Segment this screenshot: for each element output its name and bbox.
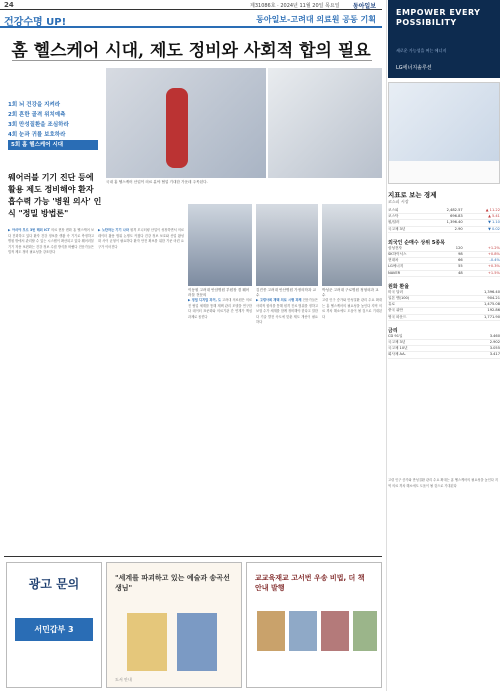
section-name: 건강수명 UP! xyxy=(4,17,67,28)
table-row: 코스피 2,482.57 ▲ 11.22 xyxy=(388,208,500,214)
portrait-1 xyxy=(188,204,252,286)
rate-table xyxy=(388,334,500,359)
body-text: 의료 현장 변화 홈 헬스케어 보다 진화하고 있다 환자 건강 정보를 생활 속 기기로 측정하고 병원 밖에서 관리할 수 있는 시스템이 확산되고 있다 웨어러블 기기 착용 보편화는 건강 정보 수집 방식을 바꿨다 전문가들은 법적 제도 정비 필요성을 강조한다 xyxy=(8,228,94,255)
body-text: 전문가들은 사회적 합의를 통해 원격 진료 범위를 정하고 보험 수가 체계를 함께 정비해야 한다고 말한다 기술 발전 속도에 맞춘 제도 개선이 필요하다 xyxy=(256,298,318,325)
ad-box-2 xyxy=(106,562,242,688)
table-row: 회사채 AA- 3.417 xyxy=(388,352,500,358)
market-sub: 코스피 시장 xyxy=(388,199,409,204)
newspaper-brand: 동아일보 xyxy=(352,3,376,10)
ad-sub: 도서 안내 xyxy=(115,677,132,682)
table-row: 현대차 66 -0.4% xyxy=(388,258,500,264)
series-item: 4회 눈과 귀를 보호하라 xyxy=(8,132,66,138)
table-row: 영국 파운드 1,771.90 xyxy=(388,315,500,321)
subheading: ▶ 아셔야 모르 3번 해외 ICT xyxy=(8,228,50,232)
photo-device xyxy=(268,68,382,178)
table-row: 국고채 3년 2.90 ▼ 0.02 xyxy=(388,227,500,233)
photo-caption: 국내 홈 헬스케어 산업이 의료 분야 협업 기대한 가운데 주목된다. xyxy=(106,180,208,184)
sidebar-ad-logo: LG에너지솔루션 xyxy=(396,65,432,71)
photo-main xyxy=(106,68,266,178)
lead-summary: 웨어러블 기기 진단 등에 활용 제도 정비해야 환자 흡수력 가능 '병원 의사' 인식 "정밀 방법론" xyxy=(8,173,102,218)
table-title: 외국인 순매수 상위 5종목 xyxy=(388,239,446,246)
portrait-caption: 박성준 고려대 구로병원 정형외과 교수 xyxy=(322,288,379,297)
table-row: 중국 위안 192.86 xyxy=(388,308,500,314)
table-title: 원화 환율 xyxy=(388,283,410,290)
table-row: 코스닥 696.83 ▲ 5.41 xyxy=(388,214,500,220)
book-cover xyxy=(257,611,285,651)
table-title: 금리 xyxy=(388,327,398,334)
book-cover xyxy=(177,613,217,671)
sidebar-ad-sub: 새로운 가능성을 여는 에너지 xyxy=(396,48,447,53)
book-cover xyxy=(289,611,317,651)
portrait-2 xyxy=(256,204,318,286)
article-headline: 홈 헬스케어 시대, 제도 정비와 사회적 합의 필요 xyxy=(11,41,371,61)
book-cover xyxy=(127,613,167,671)
market-section xyxy=(388,190,500,359)
foreign-buy-table xyxy=(388,246,500,277)
table-row: CD 91일 3.460 xyxy=(388,334,500,340)
series-list xyxy=(8,100,98,150)
issue-meta: 제31086호 · 2024년 11월 20일 목요일 xyxy=(250,3,340,9)
table-row: 국고채 10년 3.055 xyxy=(388,346,500,352)
table-row: 유로 1,475.08 xyxy=(388,302,500,308)
table-row: SK하이닉스 98 +0.8% xyxy=(388,252,500,258)
ads-divider xyxy=(4,556,382,557)
subheading: ▶ 고령사회 재택 의료 시행 과제 xyxy=(256,298,302,302)
series-item: 2회 흔한 골격 위치예측 xyxy=(8,112,66,118)
subheading: ▶ 정밀 디지털 과거, 도 xyxy=(188,298,222,302)
table-row: 국고채 3년 2.902 xyxy=(388,340,500,346)
ad-banner: 서민갑부 3 xyxy=(15,618,93,641)
market-box xyxy=(388,82,500,184)
body-column-4 xyxy=(256,298,318,548)
ad-title: 광고 문의 xyxy=(28,577,80,591)
table-row: NAVER 48 +1.5% xyxy=(388,271,500,277)
portrait-caption: 이동원 고려대 안암병원 부원장 겸 웨어러블 전문의 xyxy=(188,288,250,297)
body-column-3 xyxy=(188,298,252,548)
table-row: LG에너지 55 +0.3% xyxy=(388,264,500,270)
sidebar-column xyxy=(388,478,498,684)
portrait-caption: 김진종 고려대 안산병원 가정의학과 교수 xyxy=(256,288,317,297)
body-column-1 xyxy=(8,228,94,548)
table-row: 미국 달러 1,396.40 xyxy=(388,290,500,296)
body-text: 고령 인구 증가와 만성질환 관리 수요 확대는 홈 헬스케어의 필요성을 높인다 지역 의료 격차 해소에도 도움이 될 것으로 기대된다 xyxy=(388,478,498,488)
headline-divider xyxy=(12,60,372,61)
fx-table xyxy=(388,290,500,321)
body-text: 고령 인구 증가와 만성질환 관리 수요 확대는 홈 헬스케어의 필요성을 높인다 지역 의료 격차 해소에도 도움이 될 것으로 기대된다 xyxy=(322,298,382,319)
project-label: 동아일보-고려대 의료원 공동 기획 xyxy=(256,15,376,24)
body-text: 원격 모니터링 산업이 성장하면서 의료 데이터 활용 범위 논쟁도 커졌다 건강 정보 보호와 산업 활성화 사이 균형이 필요하다 환자 안전 확보를 위한 기준 마련 요구가 이어진다 xyxy=(98,228,184,249)
body-column-2 xyxy=(98,228,184,548)
body-column-5 xyxy=(322,298,382,548)
table-row: 일본 엔(100) 904.21 xyxy=(388,296,500,302)
sidebar-ad xyxy=(388,0,500,78)
portrait-3 xyxy=(322,204,382,286)
ad-title: "세계를 파괴하고 있는 예술과 송곡선생님" xyxy=(115,574,230,592)
market-title: 지표로 보는 경제 xyxy=(388,191,437,199)
subheading: ▶ 노란하는 기기 나라 xyxy=(98,228,129,232)
sidebar-ad-title: EMPOWER EVERY POSSIBILITY xyxy=(396,8,481,27)
table-row: 삼성전자 120 +1.2% xyxy=(388,246,500,252)
series-item: 3회 만성질환을 조심하라 xyxy=(8,122,69,128)
book-cover xyxy=(353,611,377,651)
series-current: 5회 홈 헬스케어 시대 xyxy=(8,140,98,150)
ad-title: 교교육재교 고서번 우송 비법, 더 책 안내 발행 xyxy=(255,574,365,592)
page-header xyxy=(0,0,382,10)
market-table xyxy=(388,208,500,233)
ad-box-3 xyxy=(246,562,382,688)
ad-box-1 xyxy=(6,562,102,688)
book-cover xyxy=(321,611,349,651)
body-text: 고려대 의료원은 의료진 협업 체계를 통해 재택 관리 모델을 연구한다 데이터 표준화와 의료기관 간 연계가 핵심 과제로 꼽힌다 xyxy=(188,298,252,319)
table-row: 원/달러 1,396.40 ▼ 1.10 xyxy=(388,220,500,226)
section-bar xyxy=(0,12,382,28)
market-graphic xyxy=(389,83,499,161)
series-item: 1회 뇌 건강을 지켜라 xyxy=(8,102,61,108)
page-number: 24 xyxy=(4,1,14,9)
